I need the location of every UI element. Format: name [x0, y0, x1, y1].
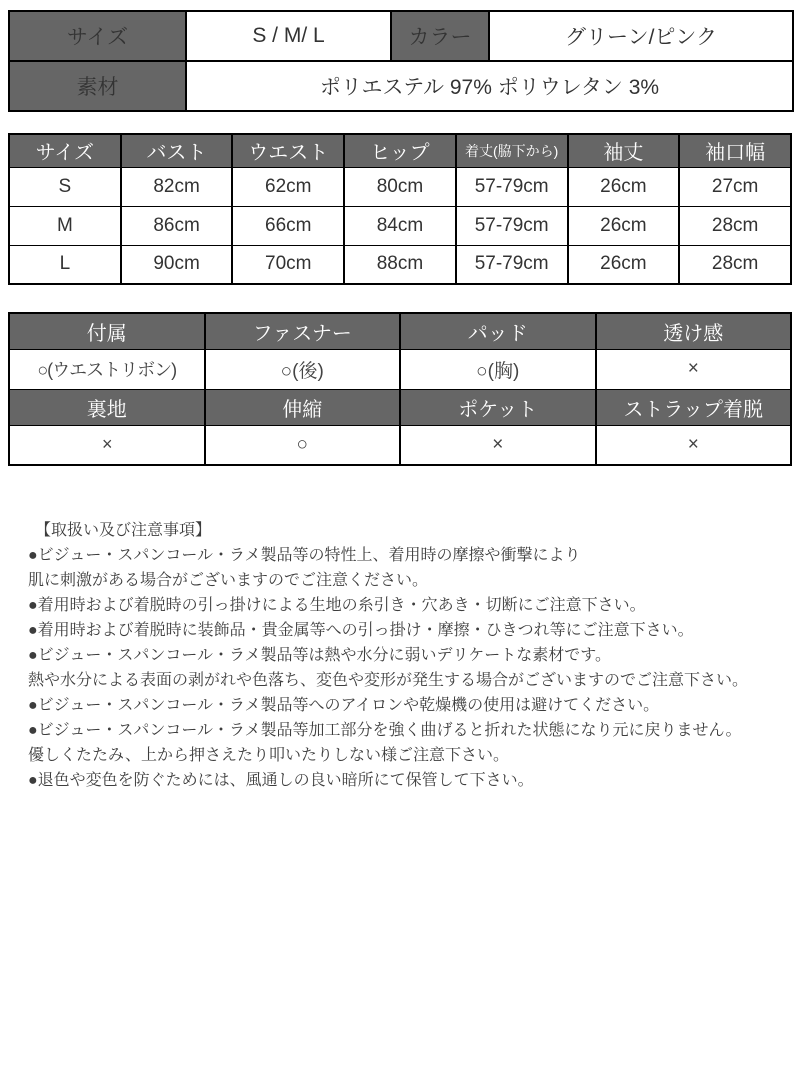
size-table-cell: 28cm — [679, 206, 791, 245]
spec-table-header-cell: ポケット — [400, 389, 596, 425]
size-table-row — [9, 245, 791, 284]
size-table-cell: 28cm — [679, 245, 791, 284]
care-notes — [8, 518, 792, 793]
size-table — [8, 133, 792, 285]
spec-table-header-cell: ストラップ着脱 — [596, 389, 792, 425]
care-note-line: 熱や水分による表面の剥がれや色落ち、変色や変形が発生する場合がございますのでご注意下さい。 — [28, 672, 749, 689]
care-note-line: ●着用時および着脱時に装飾品・貴金属等への引っ掛け・摩擦・ひきつれ等にご注意下さい。 — [28, 622, 694, 639]
size-table-cell: 82cm — [121, 167, 233, 206]
size-table-header-cell: 着丈(脇下から) — [456, 134, 568, 167]
size-table-cell: 26cm — [568, 167, 680, 206]
care-note-line: ●ビジュー・スパンコール・ラメ製品等は熱や水分に弱いデリケートな素材です。 — [28, 647, 611, 664]
size-table-cell: S — [9, 167, 121, 206]
size-table-cell: 57-79cm — [456, 167, 568, 206]
spec-table-body — [9, 313, 791, 465]
spec-table-value-row — [9, 349, 791, 389]
size-table-cell: 84cm — [344, 206, 456, 245]
spec-table-value-cell: ○(後) — [205, 349, 401, 389]
spec-table-value-cell: × — [596, 425, 792, 465]
size-table-cell: 57-79cm — [456, 245, 568, 284]
spec-table-header-cell: ファスナー — [205, 313, 401, 349]
spec-table-value-cell: × — [9, 425, 205, 465]
info-color-value: グリーン/ピンク — [489, 11, 793, 61]
size-table-header-cell: ヒップ — [344, 134, 456, 167]
size-table-cell: 86cm — [121, 206, 233, 245]
size-table-body — [9, 167, 791, 284]
size-table-cell: 27cm — [679, 167, 791, 206]
size-table-cell: 57-79cm — [456, 206, 568, 245]
spec-table-header-cell: パッド — [400, 313, 596, 349]
spec-table-value-cell: × — [400, 425, 596, 465]
size-table-header-cell: ウエスト — [232, 134, 344, 167]
size-table-header-cell: 袖口幅 — [679, 134, 791, 167]
spec-table-value-cell: ○(胸) — [400, 349, 596, 389]
spec-table — [8, 312, 792, 466]
size-table-cell: L — [9, 245, 121, 284]
size-table-header-cell: 袖丈 — [568, 134, 680, 167]
info-size-label: サイズ — [9, 11, 186, 61]
size-table-cell: 80cm — [344, 167, 456, 206]
info-material-value: ポリエステル 97% ポリウレタン 3% — [186, 61, 793, 111]
size-table-cell: 26cm — [568, 245, 680, 284]
care-note-line: ●退色や変色を防ぐためには、風通しの良い暗所にて保管して下さい。 — [28, 772, 534, 789]
care-notes-title: 【取扱い及び注意事項】 — [35, 522, 212, 539]
care-note-line: 優しくたたみ、上から押さえたり叩いたりしない様ご注意下さい。 — [28, 747, 509, 764]
spec-table-header-row — [9, 389, 791, 425]
size-table-cell: 90cm — [121, 245, 233, 284]
care-note-line: ●ビジュー・スパンコール・ラメ製品等加工部分を強く曲げると折れた状態になり元に戻りません。 — [28, 722, 742, 739]
care-note-line: ●ビジュー・スパンコール・ラメ製品等へのアイロンや乾燥機の使用は避けてください。 — [28, 697, 660, 714]
info-table — [8, 10, 794, 112]
info-row-material — [9, 61, 793, 111]
spec-table-header-cell: 裏地 — [9, 389, 205, 425]
spec-table-header-cell: 透け感 — [596, 313, 792, 349]
care-note-line: ●ビジュー・スパンコール・ラメ製品等の特性上、着用時の摩擦や衝撃により — [28, 547, 581, 564]
care-notes-lines — [28, 543, 780, 793]
size-table-header-cell: バスト — [121, 134, 233, 167]
care-note-line: ●着用時および着脱時の引っ掛けによる生地の糸引き・穴あき・切断にご注意下さい。 — [28, 597, 646, 614]
spec-table-value-cell: ○(ウエストリボン) — [9, 349, 205, 389]
spec-table-header-cell: 伸縮 — [205, 389, 401, 425]
size-table-row — [9, 206, 791, 245]
size-table-header-cell: サイズ — [9, 134, 121, 167]
size-table-cell: M — [9, 206, 121, 245]
info-size-value: S / M/ L — [186, 11, 391, 61]
spec-table-value-row — [9, 425, 791, 465]
spec-table-header-cell: 付属 — [9, 313, 205, 349]
size-table-cell: 62cm — [232, 167, 344, 206]
spec-table-value-cell: ○ — [205, 425, 401, 465]
size-table-cell: 88cm — [344, 245, 456, 284]
info-material-label: 素材 — [9, 61, 186, 111]
info-color-label: カラー — [391, 11, 489, 61]
size-table-cell: 70cm — [232, 245, 344, 284]
size-table-row — [9, 167, 791, 206]
spec-table-header-row — [9, 313, 791, 349]
size-table-cell: 66cm — [232, 206, 344, 245]
care-note-line: 肌に刺激がある場合がございますのでご注意ください。 — [28, 572, 429, 589]
info-row-size-color — [9, 11, 793, 61]
spec-table-value-cell: × — [596, 349, 792, 389]
size-table-header-row — [9, 134, 791, 167]
size-table-cell: 26cm — [568, 206, 680, 245]
